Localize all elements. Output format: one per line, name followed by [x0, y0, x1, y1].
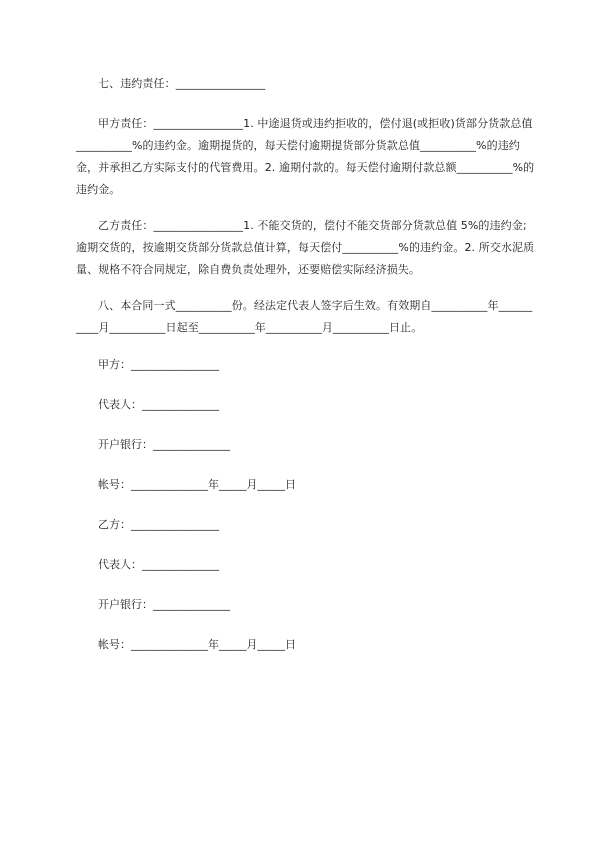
party-b-liability-paragraph: 乙方责任：________________1. 不能交货的，偿付不能交货部分货款总值 5%的违约金;逾期交货的，按逾期交货部分货款总值计算，每天偿付__________%的违约金。2. 所交水泥质量、规格不符合同规定，除自费负责处理外，还要赔偿实际经济损失。: [76, 219, 535, 276]
section-8-paragraph: 八、本合同一式__________份。经法定代表人签字后生效。有效期自__________年__________月__________日起至__________年__________月__________日止。: [76, 299, 533, 334]
party-a-line: 甲方：________________: [98, 358, 219, 371]
party-b-account-line: 帐号：______________年_____月_____日: [98, 638, 296, 651]
section-7-heading: 七、违约责任：________________: [98, 77, 266, 90]
party-a-account-line: 帐号：______________年_____月_____日: [98, 478, 296, 491]
party-a-liability-paragraph: 甲方责任：________________1. 中途退货或违约拒收的，偿付退(或拒收)货部分货款总值__________%的违约金。逾期提货的，每天偿付逾期提货部分货款总值__________%的违约金，并承担乙方实际支付的代管费用。2. 逾期付款的。每天偿付逾期付款总额__________%的违约金。: [76, 117, 535, 196]
party-a-bank-line: 开户银行：______________: [98, 438, 230, 451]
party-b-line: 乙方：________________: [98, 518, 219, 531]
party-b-representative-line: 代表人：______________: [98, 558, 219, 571]
party-b-bank-line: 开户银行：______________: [98, 598, 230, 611]
party-a-representative-line: 代表人：______________: [98, 398, 219, 411]
